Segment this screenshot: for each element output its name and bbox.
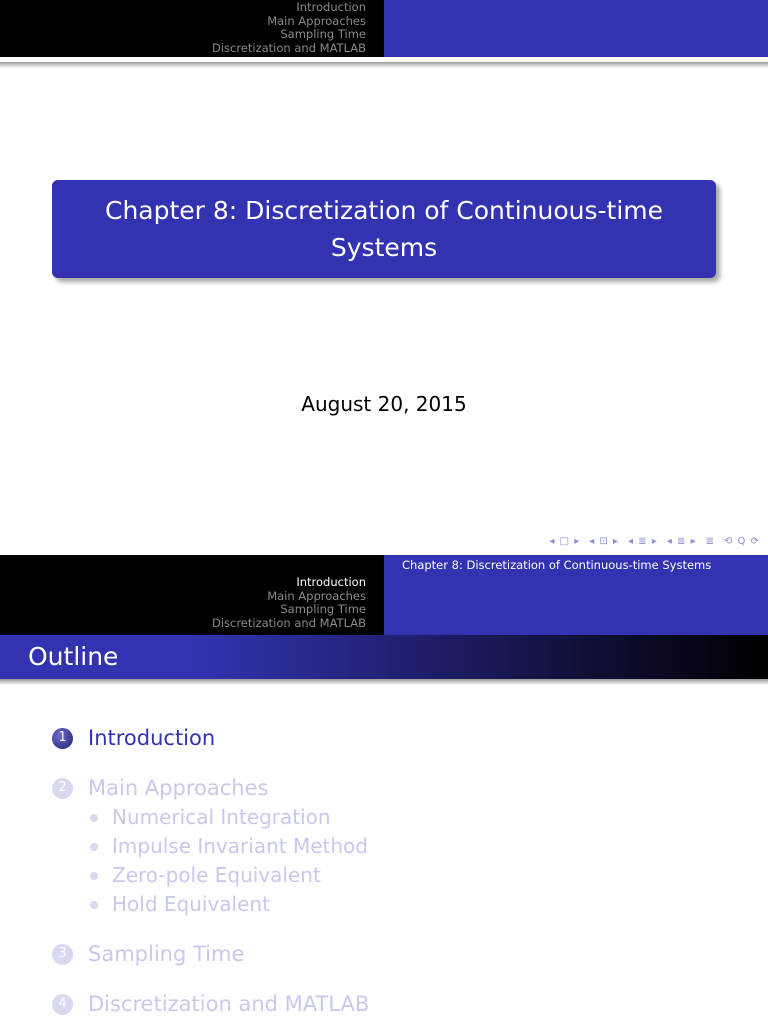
outline-section-3[interactable] [52, 939, 369, 969]
bullet-icon [90, 872, 98, 880]
nav-section-sampling-time[interactable]: Sampling Time [280, 602, 366, 616]
section-number-badge: 1 [52, 728, 73, 749]
section-navigation [0, 555, 384, 635]
title-box [52, 180, 716, 278]
outline-subsection-label: Zero-pole Equivalent [112, 863, 321, 887]
nav-section-main-approaches[interactable]: Main Approaches [267, 13, 366, 28]
document-nav-icon[interactable]: ◂ ≣ ▸ [666, 536, 697, 547]
outline-section-1[interactable] [52, 723, 369, 753]
outline-section-2[interactable] [52, 773, 369, 803]
outline-subsection[interactable] [90, 890, 369, 919]
nav-section-discretization-matlab[interactable]: Discretization and MATLAB [211, 40, 366, 55]
nav-section-introduction[interactable]: Introduction [296, 0, 366, 14]
bullet-icon [90, 901, 98, 909]
beamer-navigation-symbols [549, 536, 760, 547]
outline-section-label: Introduction [88, 726, 216, 750]
outline-section-label: Discretization and MATLAB [88, 992, 370, 1016]
outline-section-label: Main Approaches [88, 776, 269, 800]
presentation-title: Chapter 8: Discretization of Continuous-time Systems [104, 196, 664, 262]
subsection-nav-icon[interactable]: ◂ ⊡ ▸ [589, 536, 620, 547]
section-number-badge: 2 [52, 778, 73, 799]
headline-bar [0, 555, 768, 635]
headline-title: Chapter 8: Discretization of Continuous-time Systems [384, 555, 768, 635]
outline-section-4[interactable] [52, 989, 369, 1019]
presentation-date: August 20, 2015 [301, 392, 467, 416]
nav-section-main-approaches[interactable]: Main Approaches [267, 588, 366, 603]
headline-shadow [0, 62, 768, 68]
section-navigation [0, 0, 384, 57]
outline-slide [0, 555, 768, 1024]
outline-subsection-label: Numerical Integration [112, 805, 331, 829]
bullet-icon [90, 843, 98, 851]
nav-section-discretization-matlab[interactable]: Discretization and MATLAB [211, 615, 366, 630]
frame-nav-icon[interactable]: ◂ □ ▸ [549, 536, 581, 547]
outline-subsection-label: Hold Equivalent [112, 892, 270, 916]
section-number-badge: 3 [52, 944, 73, 965]
outline-subsection-label: Impulse Invariant Method [112, 834, 368, 858]
search-icon[interactable]: ⟲ Q ⟳ [724, 536, 760, 547]
frame-title: Outline [0, 635, 768, 679]
outline-subsection[interactable] [90, 861, 369, 890]
nav-section-sampling-time[interactable]: Sampling Time [280, 27, 366, 41]
outline-section-label: Sampling Time [88, 942, 245, 966]
appendix-icon[interactable]: ≣ [705, 536, 715, 547]
outline-subsection[interactable] [90, 803, 369, 832]
section-number-badge: 4 [52, 994, 73, 1015]
frame-title-shadow [0, 679, 768, 685]
headline-bar [0, 0, 768, 57]
outline-list [52, 723, 369, 1019]
outline-subsection[interactable] [90, 832, 369, 861]
nav-section-introduction[interactable]: Introduction [296, 575, 366, 589]
section-nav-icon[interactable]: ◂ ≣ ▸ [628, 536, 658, 547]
bullet-icon [90, 814, 98, 822]
headline-title [384, 0, 768, 57]
